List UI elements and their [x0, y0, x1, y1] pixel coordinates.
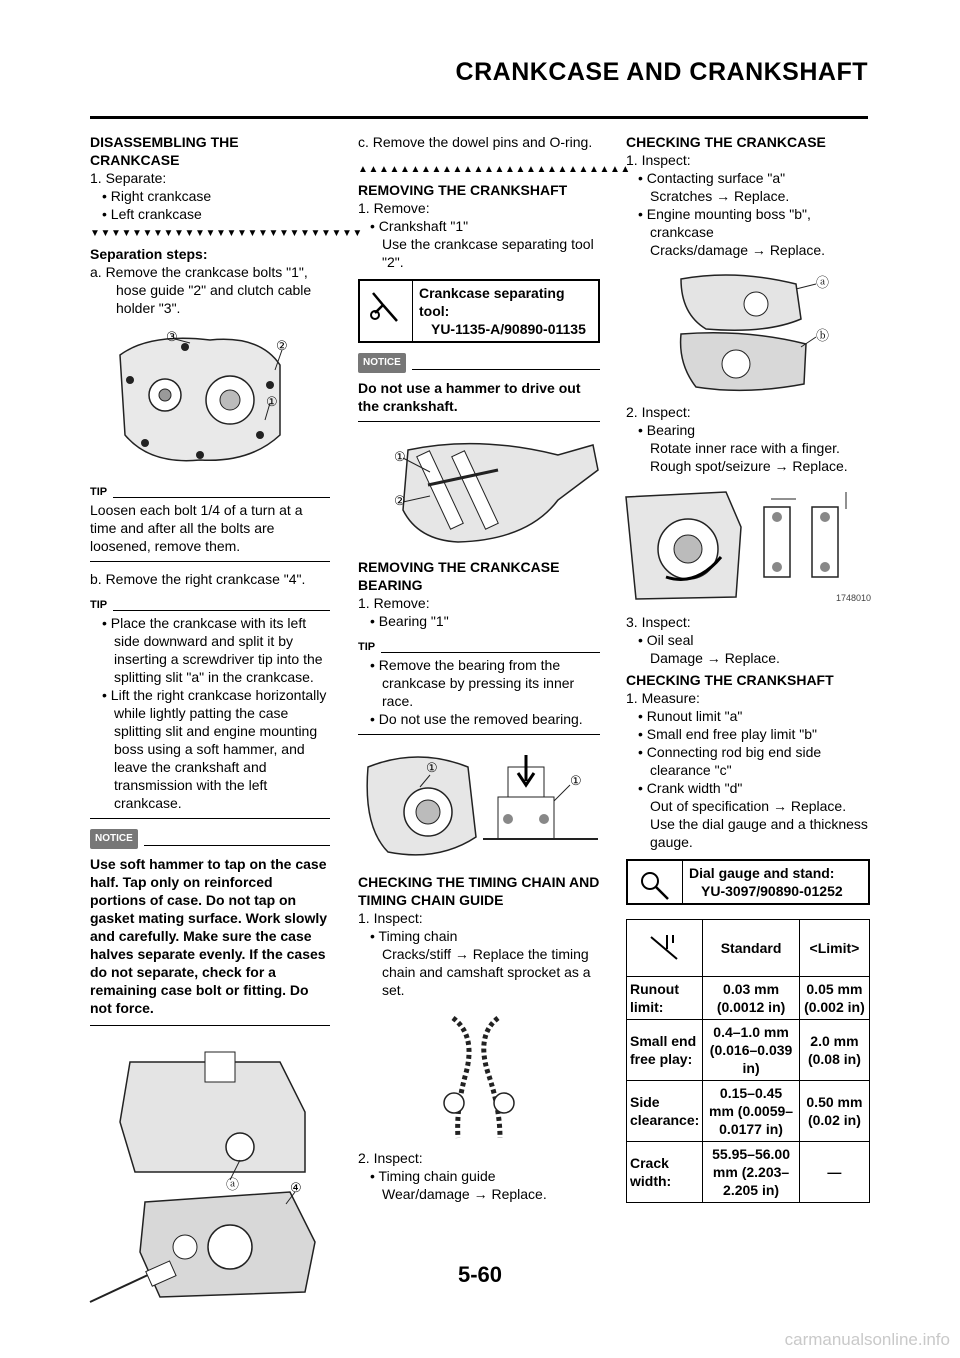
section-heading: REMOVING THE CRANKSHAFT: [358, 182, 568, 198]
step-note: Wear/damage → Replace.: [382, 1186, 547, 1202]
step-text: 1. Separate:: [90, 170, 167, 186]
step-text: 2. Inspect:: [358, 1150, 423, 1166]
list-item: • Crank width "d": [638, 780, 743, 796]
column-1: [90, 133, 363, 1320]
list-item: • Small end free play limit "b": [638, 726, 818, 742]
step-note: Rotate inner race with a finger.: [650, 440, 840, 456]
table-row: [627, 977, 870, 1020]
list-item: • Bearing "1": [370, 613, 449, 629]
tool-name: Crankcase separating tool:: [418, 285, 565, 319]
section-heading: DISASSEMBLING THE CRANKCASE: [90, 134, 239, 168]
tool-number: YU-3097/90890-01252: [701, 883, 843, 899]
step-text: 1. Inspect:: [626, 152, 691, 168]
engine-illustration: [626, 269, 870, 395]
callout-label: ④: [290, 1180, 302, 1195]
triangle-divider: ▲▲▲▲▲▲▲▲▲▲▲▲▲▲▲▲▲▲▲▲▲▲▲▲▲▲: [358, 164, 631, 175]
table-cell: Runout limit:: [627, 977, 703, 1020]
notice-header: [90, 829, 330, 849]
table-row: [627, 1020, 870, 1081]
callout-label: ②: [276, 338, 288, 353]
figure-crankcase-bolts: [90, 325, 330, 475]
callout-label: ①: [570, 773, 582, 788]
step-text: 3. Inspect:: [626, 614, 691, 630]
table-cell: Small end free play:: [627, 1020, 703, 1081]
page-header-title: CRANKCASE AND CRANKSHAFT: [455, 58, 868, 86]
figure-timing-chain: [358, 1013, 600, 1141]
step-note: Use the dial gauge and a thickness gauge.: [650, 816, 868, 850]
special-tool-box: [358, 279, 600, 343]
step-text: 1. Inspect:: [358, 910, 423, 926]
table-cell: 0.03 mm (0.0012 in): [703, 977, 800, 1020]
tip-box: [90, 483, 330, 562]
notice-header: [358, 353, 600, 373]
step-text: a. Remove the crankcase bolts "1", hose guide "2" and clutch cable holder "3".: [90, 264, 312, 316]
figure-code: 1748010: [836, 593, 872, 603]
list-item: • Timing chain: [370, 928, 458, 944]
step-note: Cracks/damage → Replace.: [650, 242, 826, 258]
step-note: Damage → Replace.: [650, 650, 780, 666]
bearing-illustration: [626, 487, 870, 605]
step-text: 1. Remove:: [358, 595, 430, 611]
table-header: Standard: [703, 920, 800, 977]
list-item: • Oil seal: [638, 632, 694, 648]
tool-name: Dial gauge and stand:: [689, 865, 835, 881]
list-item: • Timing chain guide: [370, 1168, 496, 1184]
notice-text: Do not use a hammer to drive out the crankshaft.: [358, 380, 581, 414]
table-cell: 0.05 mm (0.002 in): [799, 977, 869, 1020]
callout-label: ①: [394, 449, 406, 464]
engine-illustration: [90, 325, 330, 475]
list-item: • Right crankcase: [102, 188, 212, 204]
figure-crankcase-check: [626, 269, 870, 395]
list-item: • Crankshaft "1": [370, 218, 469, 234]
section-heading: CHECKING THE CRANKSHAFT: [626, 672, 834, 688]
table-cell: —: [799, 1142, 869, 1203]
list-item: • Contacting surface "a": [638, 170, 786, 186]
table-header: <Limit>: [799, 920, 869, 977]
step-note: Out of specification → Replace.: [650, 798, 847, 814]
list-item: • Engine mounting boss "b", crankcase: [638, 206, 811, 240]
tool-number: YU-1135-A/90890-01135: [430, 321, 586, 337]
table-cell: 0.15–0.45 mm (0.0059–0.0177 in): [703, 1081, 800, 1142]
header-rule: [90, 116, 868, 119]
callout-label: ③: [166, 329, 178, 344]
step-note: Rough spot/seizure → Replace.: [650, 458, 848, 474]
callout-label: ⓑ: [816, 328, 830, 343]
column-2: [358, 133, 631, 1203]
watermark: carmanualsonline.info: [784, 1330, 950, 1349]
tip-item: • Lift the right crankcase horizontally while lightly patting the case splitting slit and engine mounting boss using a soft hammer, and leave the crankshaft and transmission with the left crankcase.: [102, 687, 327, 811]
notice-text: Use soft hammer to tap on the case half. Tap only on reinforced portions of case. Do not tap on gasket mating surface. Work slowly and carefully. Make sure the case halves separate evenly. If the cases do not separate, check for a remaining case bolt or fitting. Do not force.: [90, 856, 328, 1016]
dial-gauge-icon: [628, 861, 683, 903]
step-note: Use the crankcase separating tool "2".: [382, 236, 594, 270]
special-tool-box: [626, 859, 870, 905]
callout-label: ⓐ: [226, 1177, 240, 1192]
notice-badge: NOTICE: [90, 829, 138, 849]
figure-crankshaft-removal: [358, 430, 600, 550]
callout-label: ②: [394, 493, 406, 508]
list-item: • Runout limit "a": [638, 708, 743, 724]
table-cell: Side clearance:: [627, 1081, 703, 1142]
table-cell: 0.4–1.0 mm (0.016–0.039 in): [703, 1020, 800, 1081]
tip-box: [90, 596, 330, 819]
tip-label: TIP: [90, 599, 108, 611]
triangle-divider: ▼▼▼▼▼▼▼▼▼▼▼▼▼▼▼▼▼▼▼▼▼▼▼▼▼▼: [90, 228, 363, 239]
step-note: Scratches → Replace.: [650, 188, 790, 204]
tip-item: • Do not use the removed bearing.: [370, 711, 583, 727]
table-row: [627, 1081, 870, 1142]
list-item: • Left crankcase: [102, 206, 202, 222]
step-text: c. Remove the dowel pins and O-ring.: [358, 134, 593, 150]
callout-label: ①: [266, 394, 278, 409]
subheading: Separation steps:: [90, 246, 208, 262]
section-heading: CHECKING THE TIMING CHAIN AND TIMING CHAIN GUIDE: [358, 874, 600, 908]
list-item: • Connecting rod big end side clearance "c": [638, 744, 822, 778]
notice-badge: NOTICE: [358, 353, 406, 373]
list-item: • Bearing: [638, 422, 696, 438]
step-text: b. Remove the right crankcase "4".: [90, 571, 306, 587]
callout-label: ①: [426, 760, 438, 775]
step-text: 2. Inspect:: [626, 404, 691, 420]
step-text: 1. Measure:: [626, 690, 700, 706]
figure-bearing-removal: [358, 747, 600, 865]
table-row: [627, 920, 870, 977]
caliper-icon: [647, 948, 683, 964]
timing-chain-illustration: [358, 1013, 600, 1141]
tip-item: • Place the crankcase with its left side downward and split it by inserting a screwdriver tip into the splitting slit "a" in the crankcase.: [102, 615, 323, 685]
column-3: [626, 133, 870, 1203]
tip-text: Loosen each bolt 1/4 of a turn at a time and after all the bolts are loosened, remove them.: [90, 502, 303, 554]
section-heading: REMOVING THE CRANKCASE BEARING: [358, 559, 560, 593]
tip-item: • Remove the bearing from the crankcase by pressing its inner race.: [370, 657, 575, 709]
spec-table: [626, 919, 870, 1203]
tip-label: TIP: [90, 486, 108, 498]
figure-bearing-check: [626, 487, 870, 605]
table-cell: Crack width:: [627, 1142, 703, 1203]
table-row: [627, 1142, 870, 1203]
tip-box: [358, 638, 600, 735]
section-heading: CHECKING THE CRANKCASE: [626, 134, 826, 150]
table-cell: 2.0 mm (0.08 in): [799, 1020, 869, 1081]
engine-illustration: [358, 747, 600, 865]
table-cell: 0.50 mm (0.02 in): [799, 1081, 869, 1142]
step-note: Cracks/stiff → Replace the timing chain and camshaft sprocket as a set.: [382, 946, 591, 998]
tip-label: TIP: [358, 641, 376, 653]
callout-label: ⓐ: [816, 275, 830, 290]
wrench-icon: [360, 281, 413, 341]
page-number: 5-60: [457, 1262, 503, 1287]
table-cell: 55.95–56.00 mm (2.203–2.205 in): [703, 1142, 800, 1203]
step-text: 1. Remove:: [358, 200, 430, 216]
